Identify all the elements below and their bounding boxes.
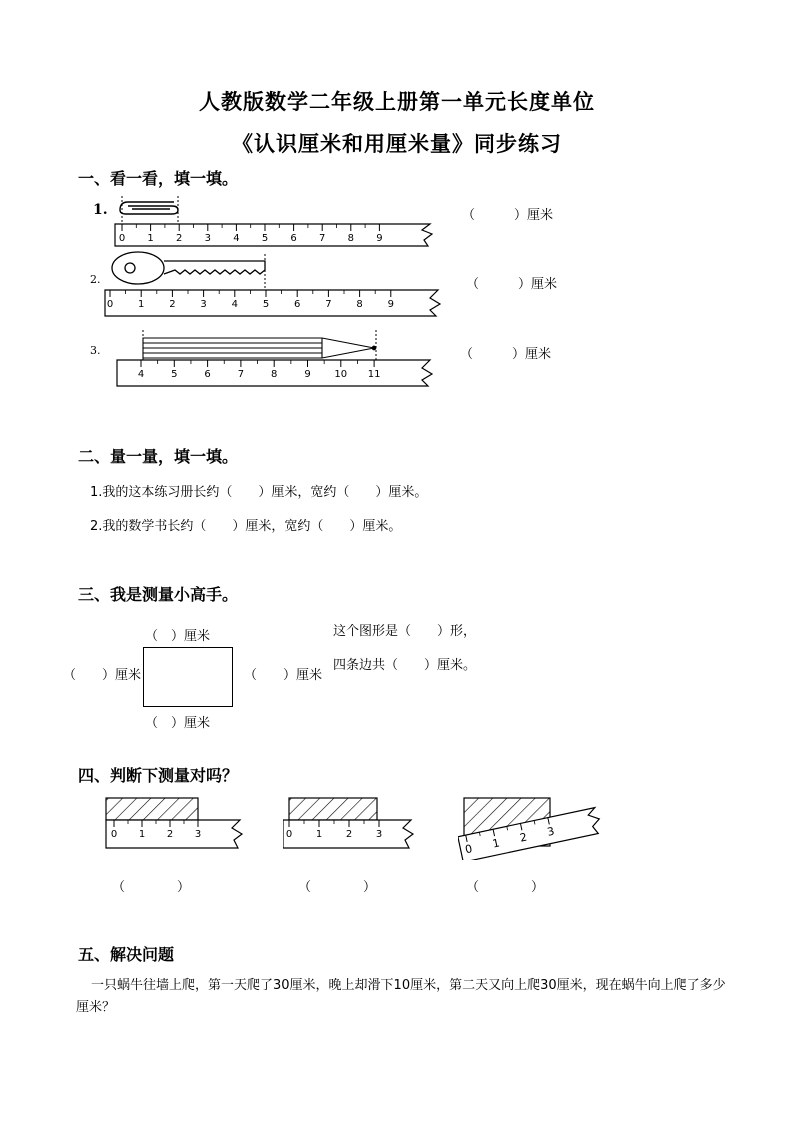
ruler-tick-label: 11 (367, 369, 381, 380)
judge-answer-1: （ ） (112, 880, 191, 895)
ruler-tick-label: 2 (345, 829, 353, 840)
ruler-tick-label: 6 (294, 299, 301, 310)
ruler-tick-label: 5 (262, 299, 270, 310)
ruler-tick-label: 4 (233, 233, 240, 244)
question-2-1: 1.我的这本练习册长约（ ）厘米，宽约（ ）厘米。 (90, 485, 428, 500)
ruler-tick-label: 1 (138, 299, 145, 310)
ruler-tick-label: 1 (491, 836, 501, 851)
ruler-tick-label: 3 (546, 824, 556, 839)
perimeter-question: 四条边共（ ）厘米。 (333, 658, 477, 673)
shape-question: 这个图形是（ ）形， (333, 624, 477, 639)
ruler-tick-label: 7 (325, 299, 332, 310)
ruler-tick-label: 2 (169, 299, 176, 310)
judge-answer-2: （ ） (298, 880, 377, 895)
ruler-tick-label: 4 (231, 299, 238, 310)
ruler-tick-label: 3 (194, 829, 202, 840)
rectangle-figure (143, 647, 233, 707)
ruler-tick-label: 0 (118, 233, 126, 244)
judge-answer-3: （ ） (466, 880, 545, 895)
rect-left-label: （ ）厘米 (63, 668, 142, 683)
ruler-1-body (115, 224, 432, 246)
item-3-number: 3. (90, 344, 101, 357)
ruler-tick-label: 0 (110, 829, 118, 840)
ruler-tick-label: 10 (334, 369, 348, 380)
ruler-tick-label: 3 (204, 233, 211, 244)
ruler-tick-label: 8 (347, 233, 354, 244)
judge-figure-2 (283, 792, 433, 854)
title-line-2: 《认识厘米和用厘米量》同步练习 (232, 131, 562, 156)
ruler-tick-label: 9 (387, 299, 394, 310)
rect-right-label: （ ）厘米 (244, 668, 323, 683)
title-line-1: 人教版数学二年级上册第一单元长度单位 (199, 89, 595, 114)
judge-figure-1 (100, 792, 250, 854)
rect-bottom-label: （ ）厘米 (145, 716, 211, 731)
rect-top-label: （ ）厘米 (145, 629, 211, 644)
ruler-tick-label: 1 (315, 829, 323, 840)
ruler-tick-label: 2 (166, 829, 174, 840)
ruler-3-figure (112, 326, 442, 390)
ruler-tick-label: 6 (204, 369, 211, 380)
ruler-tick-label: 7 (237, 369, 245, 380)
ruler-tick-label: 2 (518, 830, 529, 845)
ruler-tick-label: 3 (375, 829, 383, 840)
ruler-tick-label: 2 (176, 233, 183, 244)
question-2-2: 2.我的数学书长约（ ）厘米，宽约（ ）厘米。 (90, 519, 402, 534)
word-problem: 一只蜗牛往墙上爬，第一天爬了30厘米，晚上却滑下10厘米，第二天又向上爬30厘米，现在蜗牛向上爬了多少厘米？ (76, 978, 726, 1015)
ruler-tick-label: 6 (290, 233, 297, 244)
item-2-number: 2. (90, 273, 101, 286)
judge-ruler-1 (106, 820, 242, 848)
ruler-tick-label: 5 (171, 369, 178, 380)
key-icon (112, 252, 265, 284)
pencil-icon (143, 338, 376, 358)
ruler-tick-label: 8 (356, 299, 363, 310)
ruler-tick-label: 7 (319, 233, 326, 244)
judge-figure-3 (458, 790, 628, 860)
item-3-answer: （ ）厘米 (460, 347, 552, 362)
hatched-bar-1 (106, 798, 198, 820)
paperclip-icon (120, 202, 178, 214)
item-1-number: 1. (93, 202, 108, 218)
ruler-tick-label: 8 (271, 369, 278, 380)
ruler-tick-label: 0 (463, 842, 474, 857)
ruler-tick-label: 1 (147, 233, 154, 244)
ruler-1-figure (110, 194, 440, 250)
ruler-tick-label: 9 (304, 369, 311, 380)
ruler-tick-label: 0 (285, 829, 293, 840)
section-4-heading: 四、判断下测量对吗？ (78, 766, 239, 785)
section-1-heading: 一、看一看，填一填。 (78, 169, 239, 188)
ruler-tick-label: 3 (200, 299, 207, 310)
section-2-heading: 二、量一量，填一填。 (78, 447, 239, 466)
ruler-tick-label: 5 (261, 233, 269, 244)
item-1-answer: （ ）厘米 (462, 208, 554, 223)
ruler-tick-label: 4 (137, 369, 145, 380)
hatched-bar-2 (289, 798, 377, 820)
section-5-heading: 五、解决问题 (78, 945, 175, 964)
ruler-tick-label: 0 (106, 299, 114, 310)
item-2-answer: （ ）厘米 (466, 277, 558, 292)
ruler-2-figure (100, 246, 445, 318)
ruler-tick-label: 1 (138, 829, 146, 840)
section-3-heading: 三、我是测量小高手。 (78, 585, 239, 604)
ruler-tick-label: 9 (376, 233, 383, 244)
